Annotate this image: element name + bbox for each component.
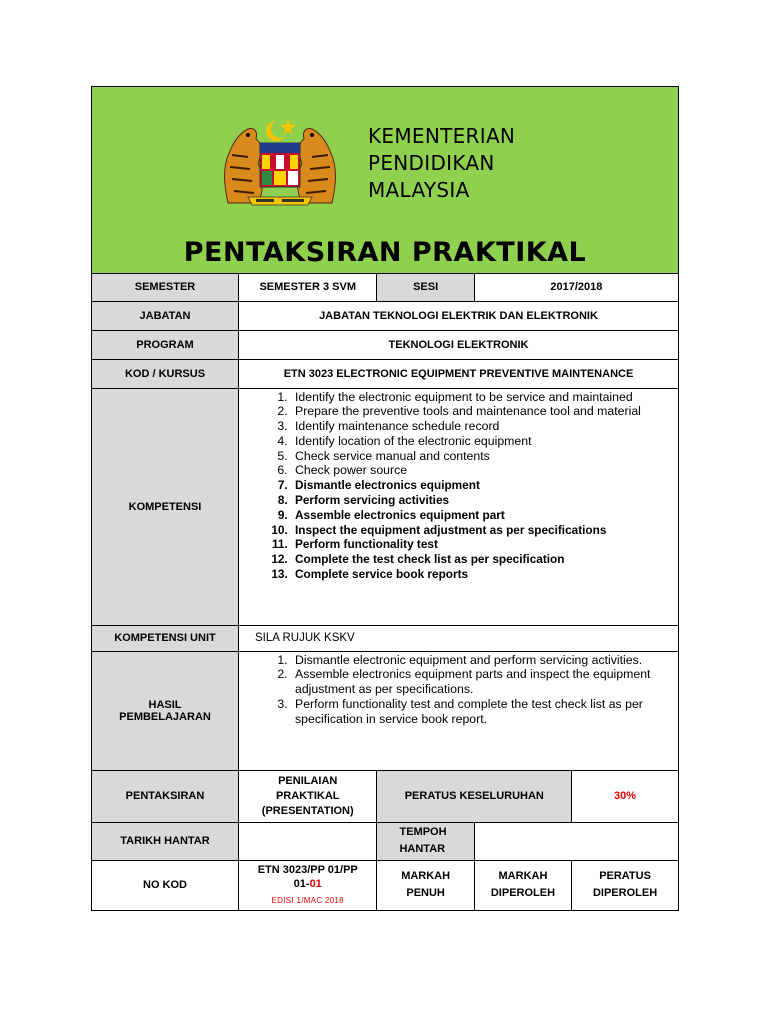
peratus-diperoleh-line-2: DIPEROLEH [592, 887, 658, 900]
program-value: TEKNOLOGI ELEKTRONIK [239, 330, 679, 359]
hasil-list-cell [239, 651, 679, 770]
list-item: 4. Identify location of the electronic equipment [291, 434, 670, 449]
pentaksiran-value-line-2: PRAKTIKAL [275, 789, 340, 802]
hasil-list [239, 653, 670, 727]
pentaksiran-value-line-3: (PRESENTATION) [261, 804, 354, 817]
peratus-diperoleh [572, 860, 678, 910]
header-banner [92, 87, 678, 274]
jabatan-label: JABATAN [92, 301, 239, 330]
program-label: PROGRAM [92, 330, 239, 359]
list-item: 1. Identify the electronic equipment to be service and maintained [291, 390, 670, 405]
ministry-line-2: PENDIDIKAN [368, 151, 495, 175]
nokod-value-line-2 [243, 877, 372, 891]
tempoh-label-line-1: TEMPOH [399, 826, 447, 838]
kod-value: ETN 3023 ELECTRONIC EQUIPMENT PREVENTIVE MAINTENANCE [239, 359, 679, 388]
markah-diperoleh-line-1: MARKAH [498, 870, 548, 883]
hasil-label-line-2: PEMBELAJARAN [119, 710, 211, 723]
pentaksiran-value [239, 770, 377, 822]
nokod-value-line-2b: 01 [309, 877, 322, 890]
ministry-line-1: KEMENTERIAN [368, 124, 516, 148]
pentaksiran-label: PENTAKSIRAN [92, 770, 239, 822]
list-item: 9. Assemble electronics equipment part [291, 508, 670, 523]
peratus-value: 30% [572, 770, 678, 822]
ministry-name [368, 123, 515, 204]
peratus-diperoleh-line-1: PERATUS [599, 870, 651, 883]
table-row [92, 301, 678, 330]
tempoh-value[interactable] [474, 822, 678, 860]
list-item: 3. Perform functionality test and complete the test check list as per specification in service book report. [291, 697, 670, 727]
coat-of-arms-icon [218, 115, 342, 209]
table-row [92, 822, 678, 860]
nokod-label: NO KOD [92, 860, 239, 910]
list-item: 5. Check service manual and contents [291, 449, 670, 464]
list-item: 12. Complete the test check list as per specification [291, 552, 670, 567]
kompetensi-unit-label: KOMPETENSI UNIT [92, 625, 239, 651]
table-row [92, 274, 678, 301]
kompetensi-list-cell [239, 388, 679, 625]
nokod-value [239, 860, 377, 910]
kompetensi-list [239, 390, 670, 582]
table-row [92, 359, 678, 388]
markah-penuh [377, 860, 474, 910]
tempoh-label-line-2: HANTAR [399, 843, 446, 855]
list-item: 11. Perform functionality test [291, 537, 670, 552]
list-item: 7. Dismantle electronics equipment [291, 478, 670, 493]
hasil-label-line-1: HASIL [148, 698, 182, 711]
sesi-label: SESI [377, 274, 474, 301]
list-item: 1. Dismantle electronic equipment and perform servicing activities. [291, 653, 670, 668]
tempoh-label [377, 822, 474, 860]
markah-penuh-line-2: PENUH [406, 887, 445, 900]
tarikh-value[interactable] [239, 822, 377, 860]
pentaksiran-value-line-1: PENILAIAN [278, 774, 338, 787]
ministry-line-3: MALAYSIA [368, 178, 470, 202]
table-row [92, 770, 678, 822]
sesi-value: 2017/2018 [474, 274, 678, 301]
list-item: 8. Perform servicing activities [291, 493, 670, 508]
markah-diperoleh [474, 860, 571, 910]
table-row [92, 651, 678, 770]
table-row [92, 388, 678, 625]
peratus-label: PERATUS KESELURUHAN [377, 770, 572, 822]
tarikh-label: TARIKH HANTAR [92, 822, 239, 860]
kompetensi-unit-value: SILA RUJUK KSKV [239, 625, 679, 651]
jabatan-value: JABATAN TEKNOLOGI ELEKTRIK DAN ELEKTRONIK [239, 301, 679, 330]
semester-label: SEMESTER [92, 274, 239, 301]
assessment-table [92, 274, 678, 910]
edition-label: EDISI 1/MAC 2018 [271, 895, 344, 905]
kompetensi-label: KOMPETENSI [92, 388, 239, 625]
nokod-value-line-2a: 01- [293, 877, 310, 890]
hasil-label [92, 651, 239, 770]
assessment-sheet [91, 86, 679, 911]
semester-value: SEMESTER 3 SVM [239, 274, 377, 301]
table-row [92, 625, 678, 651]
list-item: 2. Assemble electronics equipment parts and inspect the equipment adjustment as per specifications. [291, 667, 670, 697]
list-item: 3. Identify maintenance schedule record [291, 419, 670, 434]
markah-diperoleh-line-2: DIPEROLEH [490, 887, 556, 900]
table-row [92, 330, 678, 359]
nokod-value-line-1: ETN 3023/PP 01/PP [257, 863, 358, 876]
list-item: 2. Prepare the preventive tools and maintenance tool and material [291, 404, 670, 419]
kod-label: KOD / KURSUS [92, 359, 239, 388]
list-item: 10. Inspect the equipment adjustment as per specifications [291, 523, 670, 538]
list-item: 13. Complete service book reports [291, 567, 670, 582]
list-item: 6. Check power source [291, 463, 670, 478]
page-title: PENTAKSIRAN PRAKTIKAL [183, 237, 587, 268]
markah-penuh-line-1: MARKAH [401, 870, 451, 883]
table-row [92, 860, 678, 910]
